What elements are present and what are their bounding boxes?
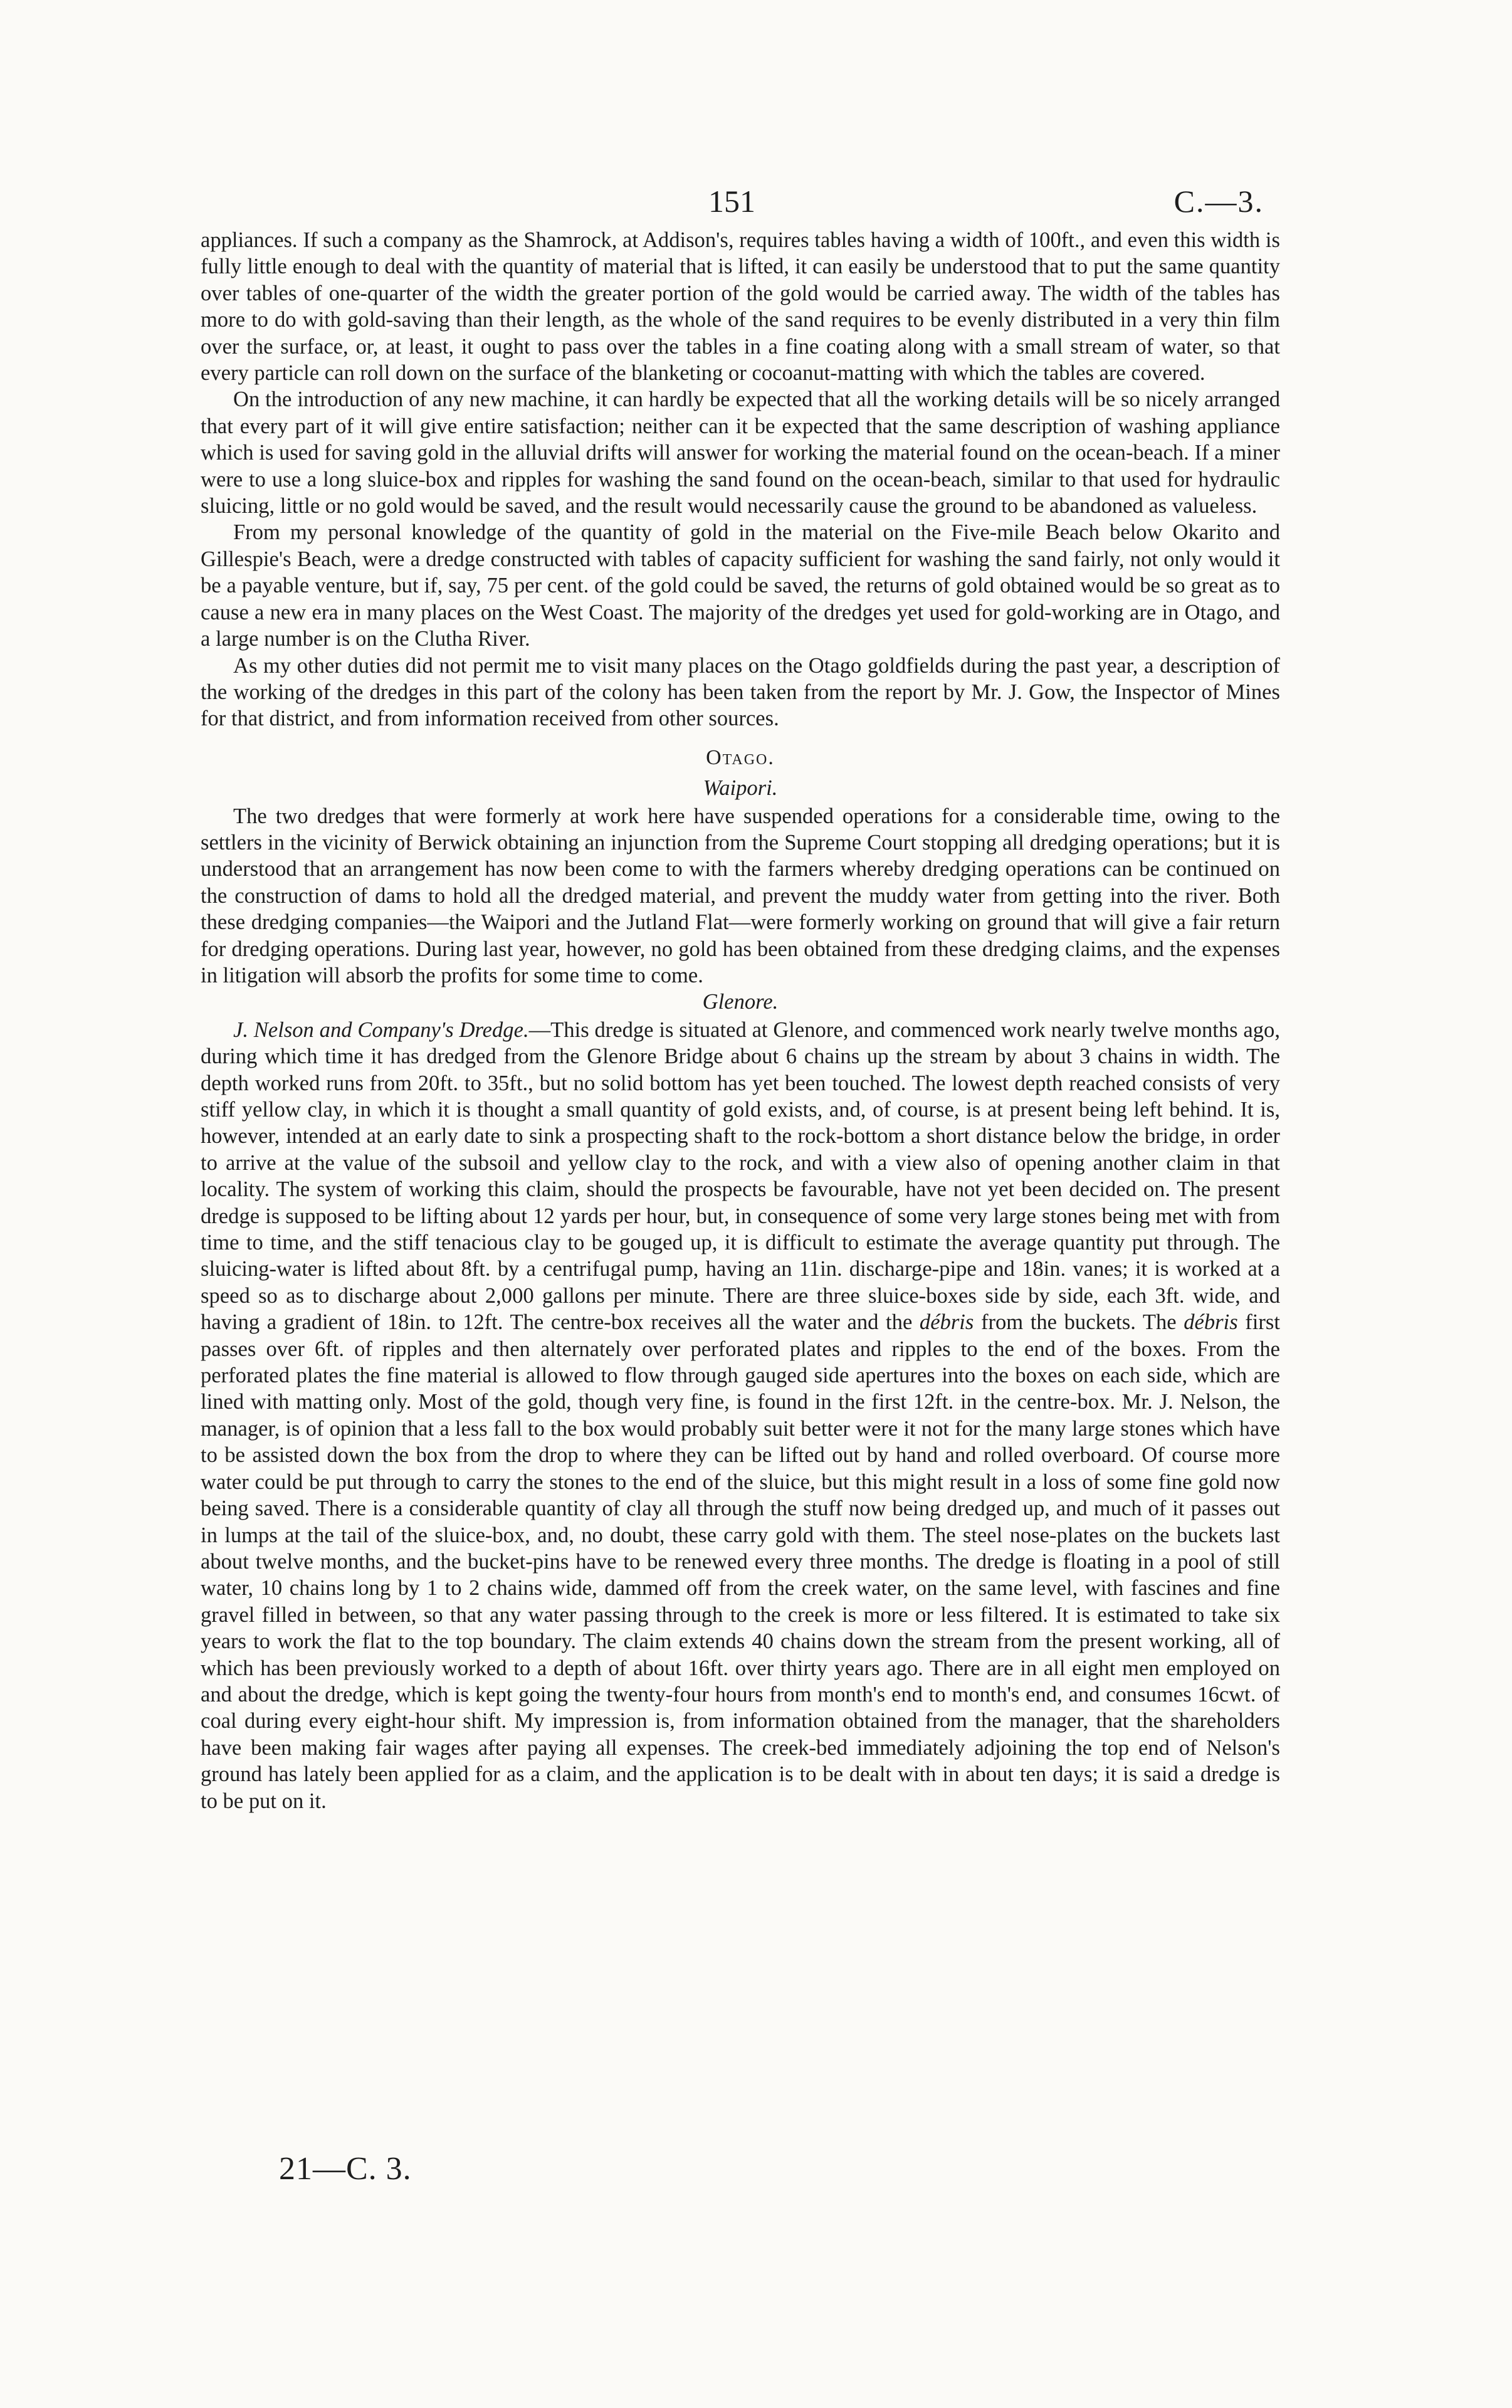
paragraph-new-machine: On the introduction of any new machine, it can hardly be expected that all the working details will be so nicely arranged that every part of it will give entire satisfaction; neither can it be expected that the same description of washing appliance which is used for saving gold in the alluvial drifts will answer for working the material found on the ocean-beach. If a miner were to use a long sluice-box and ripples for washing the sand found on the ocean-beach, similar to that used for hydraulic sluicing, little or no gold would be saved, and the result would necessarily cause the ground to be abandoned as valueless.: [201, 387, 1280, 518]
document-reference: C.—3.: [1173, 184, 1264, 219]
subheading-waipori: Waipori.: [703, 776, 778, 801]
debris-term: débris: [1184, 1310, 1238, 1335]
paragraph-waipori: The two dredges that were formerly at work here have suspended operations for a considerable time, owing to the settlers in the vicinity of Berwick obtaining an injunction from the Supreme Court stopping all dredging operations; but it is understood that an arrangement has now been come to with the farmers whereby dredging operations can be continued on the construction of dams to hold all the dredged material, and prevent the muddy water from getting into the river. Both these dredging companies—the Waipori and the Jutland Flat—were formerly working on ground that will give a fair return for dredging operations. During last year, however, no gold has been obtained from these dredging claims, and the expenses in litigation will absorb the profits for some time to come.: [201, 804, 1280, 987]
body-text: [201, 227, 1280, 1814]
paragraph-nelson-part-b: from the buckets. The: [974, 1310, 1184, 1335]
paragraph-tables-width: appliances. If such a company as the Shamrock, at Addison's, requires tables having a width of 100ft., and even this width is fully little enough to deal with the quantity of material that is lifted, it can easily be understood that to put the same quantity over tables of one-quarter of the width the greater portion of the gold would be carried away. The width of the tables has more to do with gold-saving than their length, as the whole of the sand requires to be evenly distributed in a very thin film over the surface, or, at least, it ought to pass over the tables in a fine coating along with a small stream of water, so that every particle can roll down on the surface of the blanketing or cocoanut-matting with which the tables are covered.: [201, 228, 1280, 386]
section-heading-otago: Otago.: [706, 745, 775, 769]
dredge-title: J. Nelson and Company's Dredge.: [233, 1017, 529, 1042]
signature-mark: 21—C. 3.: [279, 2151, 412, 2187]
paragraph-nelson-dredge: [201, 1017, 1280, 1814]
paragraph-nelson-part-c: first passes over 6ft. of ripples and then alternately over perforated plates and ripples to the end of the boxes. From the perforated plates the fine material is allowed to flow through gauged side apertures into the boxes on each side, which are lined with matting only. Most of the gold, though very fine, is found in the first 12ft. in the centre-box. Mr. J. Nelson, the manager, is of opinion that a less fall to the box would probably suit better were it not for the many large stones which have to be assisted down the box from the drop to where they can be lifted out by hand and rolled overboard. Of course more water could be put through to carry the stones to the end of the sluice, but this might result in a loss of some fine gold now being saved. There is a considerable quantity of clay all through the stuff now being dredged up, and much of it passes out in lumps at the tail of the sluice-box, and, no doubt, these carry gold with them. The steel nose-plates on the buckets last about twelve months, and the bucket-pins have to be renewed every three months. The dredge is floating in a pool of still water, 10 chains long by 1 to 2 chains wide, dammed off from the creek water, on the same level, with fascines and fine gravel filled in between, so that any water passing through to the creek is more or less filtered. It is estimated to take six years to work the flat to the top boundary. The claim extends 40 chains down the stream from the present working, all of which has been previously worked to a depth of about 16ft. over thirty years ago. There are in all eight men employed on and about the dredge, which is kept going the twenty-four hours from month's end to month's end, and consumes 16cwt. of coal during every eight-hour shift. My impression is, from information obtained from the manager, that the shareholders have been making fair wages after paying all expenses. The creek-bed immediately adjoining the top end of Nelson's ground has lately been applied for as a claim, and the application is to be dealt with in about ten days; it is said a dredge is to be put on it.: [201, 1310, 1280, 1813]
subheading-glenore: Glenore.: [702, 990, 779, 1014]
debris-term: débris: [919, 1310, 974, 1335]
paragraph-five-mile-beach: From my personal knowledge of the quantity of gold in the material on the Five-mile Beach below Okarito and Gillespie's Beach, were a dredge constructed with tables of capacity sufficient for washing the sand fairly, not only would it be a payable venture, but if, say, 75 per cent. of the gold could be saved, the returns of gold obtained would be so great as to cause a new era in many places on the West Coast. The majority of the dredges yet used for gold-working are in Otago, and a large number is on the Clutha River.: [201, 520, 1280, 651]
page-header: [0, 183, 1512, 221]
paragraph-other-duties: As my other duties did not permit me to visit many places on the Otago goldfields during the past year, a description of the working of the dredges in this part of the colony has been taken from the report by Mr. J. Gow, the Inspector of Mines for that district, and from information received from other sources.: [201, 653, 1280, 731]
page-number: 151: [708, 184, 755, 219]
paragraph-nelson-part-a: —This dredge is situated at Glenore, and commenced work nearly twelve months ago, during which time it has dredged from the Glenore Bridge about 6 chains up the stream by about 3 chains in width. The depth worked runs from 20ft. to 35ft., but no solid bottom has yet been touched. The lowest depth reached consists of very stiff yellow clay, in which it is thought a small quantity of gold exists, and, of course, is at present being left behind. It is, however, intended at an early date to sink a prospecting shaft to the rock-bottom a short distance below the bridge, in order to arrive at the value of the subsoil and yellow clay to the rock, and with a view also of opening another claim in that locality. The system of working this claim, should the prospects be favourable, have not yet been decided on. The present dredge is supposed to be lifting about 12 yards per hour, but, in consequence of some very large stones being met with from time to time, and the stiff tenacious clay to be gouged up, it is difficult to estimate the average quantity put through. The sluicing-water is lifted about 8ft. by a centrifugal pump, having an 11in. discharge-pipe and 18in. vanes; it is worked at a speed so as to discharge about 2,000 gallons per minute. There are three sluice-boxes side by side, each 3ft. wide, and having a gradient of 18in. to 12ft. The centre-box receives all the water and the: [201, 1017, 1280, 1335]
